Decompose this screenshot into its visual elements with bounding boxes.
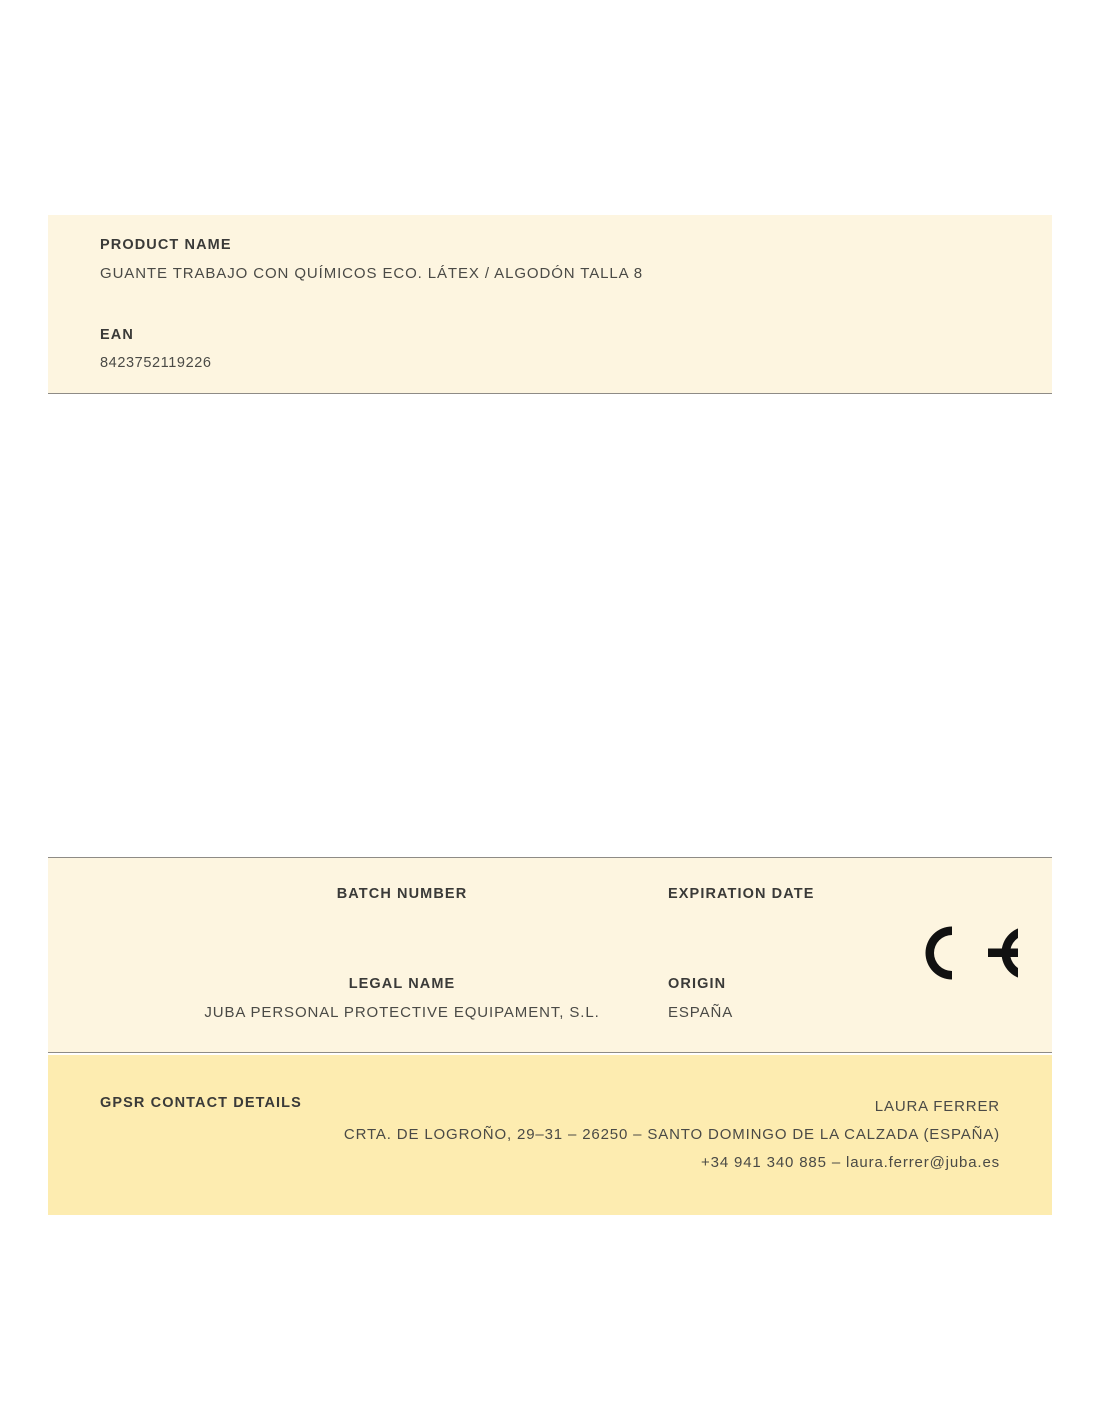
gpsr-contact-details [344,1093,1000,1177]
ean-value: 8423752119226 [100,355,212,371]
product-info-block [48,215,1052,394]
contact-person: LAURA FERRER [874,1098,1000,1115]
product-name-label: PRODUCT NAME [100,237,232,253]
gpsr-contact-block [48,1055,1052,1215]
batch-info-block [48,857,1052,1053]
gpsr-contact-label: GPSR CONTACT DETAILS [100,1095,302,1111]
expiration-date-label: EXPIRATION DATE [668,886,815,902]
legal-name-value: JUBA PERSONAL PROTECTIVE EQUIPAMENT, S.L. [204,1004,600,1021]
origin-value: ESPAÑA [668,1004,734,1021]
product-name-value: GUANTE TRABAJO CON QUÍMICOS ECO. LÁTEX / ALGODÓN TALLA 8 [100,265,644,282]
legal-name-label: LEGAL NAME [348,976,456,992]
origin-label: ORIGIN [668,976,727,992]
batch-number-label: BATCH NUMBER [336,886,468,902]
ce-mark-icon [908,918,1018,988]
ean-label: EAN [100,327,134,343]
contact-address: CRTA. DE LOGROÑO, 29–31 – 26250 – SANTO DOMINGO DE LA CALZADA (ESPAÑA) [343,1126,1000,1143]
contact-phone-email: +34 941 340 885 – laura.ferrer@juba.es [701,1154,1000,1171]
